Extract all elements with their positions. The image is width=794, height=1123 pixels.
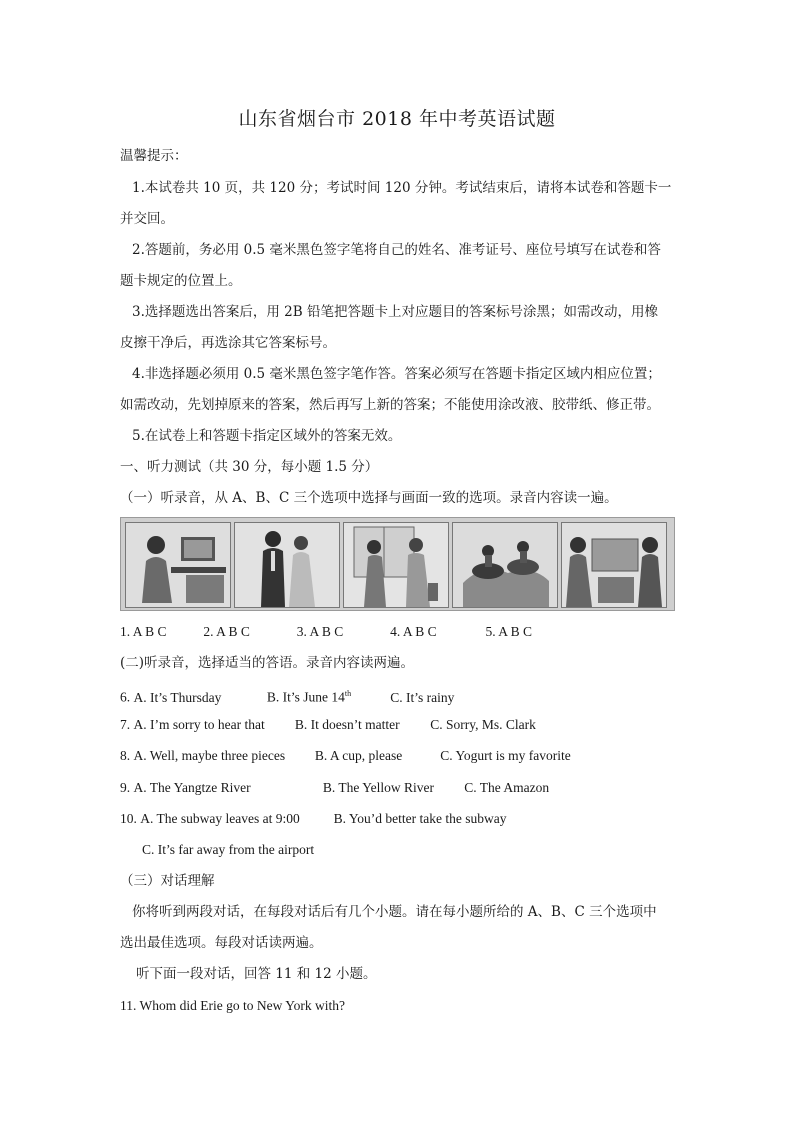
question-11: 11. Whom did Erie go to New York with? xyxy=(120,998,345,1013)
tip-line-9: 5.在试卷上和答题卡指定区域外的答案无效。 xyxy=(132,428,402,444)
tip-line-6: 皮擦干净后，再选涂其它答案标号。 xyxy=(120,335,336,351)
option-c: C. Yogurt is my favorite xyxy=(440,748,571,763)
option-a: A. The subway leaves at 9:00 xyxy=(140,811,300,826)
option-b: B. It doesn’t matter xyxy=(294,717,400,732)
option-b: B. You’d better take the subway xyxy=(333,811,507,826)
page-title: 山东省烟台市 2018 年中考英语试题 xyxy=(238,108,556,130)
option-b: B. It’s June 14th xyxy=(266,689,352,705)
option-a: A. Well, maybe three pieces xyxy=(133,748,286,763)
question-10 xyxy=(120,809,506,829)
part-3-heading: （三）对话理解 xyxy=(120,873,215,889)
question-number: 9. xyxy=(120,780,131,795)
option-b: B. A cup, please xyxy=(314,748,403,763)
picture-woman-at-computer xyxy=(125,522,231,608)
option-a: A. It’s Thursday xyxy=(133,689,222,705)
ordinal-suffix: th xyxy=(344,689,352,698)
question-number: 8. xyxy=(120,748,131,763)
answer-4: 4. A B C xyxy=(390,624,437,639)
option-c: C. It’s rainy xyxy=(390,689,455,705)
option-a: A. I’m sorry to hear that xyxy=(133,717,265,732)
picture-family-portrait xyxy=(561,522,667,608)
tip-line-3: 2.答题前，务必用 0.5 毫米黑色签字笔将自己的姓名、准考证号、座位号填写在试卷和答 xyxy=(132,242,661,258)
answer-3: 3. A B C xyxy=(296,624,344,639)
question-number: 7. xyxy=(120,717,131,732)
option-c: C. The Amazon xyxy=(464,780,550,795)
question-9 xyxy=(120,778,549,798)
part-1-heading: （一）听录音，从 A、B、C 三个选项中选择与画面一致的选项。录音内容读一遍。 xyxy=(120,490,618,506)
answer-5: 5. A B C xyxy=(485,624,533,639)
tip-line-4: 题卡规定的位置上。 xyxy=(120,273,242,289)
answer-row-pictures xyxy=(120,622,576,642)
question-6 xyxy=(120,684,454,708)
answer-1: 1. A B C xyxy=(120,624,167,639)
picture-riders-on-horses xyxy=(452,522,558,608)
question-7 xyxy=(120,715,536,735)
part-3-intro-2: 选出最佳选项。每段对话读两遍。 xyxy=(120,935,323,951)
option-a: A. The Yangtze River xyxy=(133,780,251,795)
tip-line-5: 3.选择题选出答案后，用 2B 铅笔把答题卡上对应题目的答案标号涂黑；如需改动，用橡 xyxy=(132,304,658,320)
question-10-option-c: C. It’s far away from the airport xyxy=(142,842,315,857)
tip-line-1: 1.本试卷共 10 页，共 120 分；考试时间 120 分钟。考试结束后，请将本试卷和答题卡一 xyxy=(132,180,672,196)
option-b: B. The Yellow River xyxy=(322,780,435,795)
part-3-instruction: 听下面一段对话，回答 11 和 12 小题。 xyxy=(136,966,377,982)
part-2-heading: (二)听录音，选择适当的答语。录音内容读两遍。 xyxy=(120,655,415,671)
section-1-heading: 一、听力测试（共 30 分，每小题 1.5 分） xyxy=(120,459,379,475)
listening-pictures xyxy=(120,517,675,611)
option-c: C. Sorry, Ms. Clark xyxy=(430,717,536,732)
question-number: 10. xyxy=(120,811,137,826)
part-3-intro-1: 你将听到两段对话，在每段对话后有几个小题。请在每小题所给的 A、B、C 三个选项中 xyxy=(132,904,657,920)
tip-line-2: 并交回。 xyxy=(120,211,174,227)
picture-people-cleaning-window xyxy=(343,522,449,608)
tip-line-7: 4.非选择题必须用 0.5 毫米黑色签字笔作答。答案必须写在答题卡指定区域内相应位置； xyxy=(132,366,661,382)
tip-line-8: 如需改动，先划掉原来的答案，然后再写上新的答案；不能使用涂改液、胶带纸、修正带。 xyxy=(120,397,660,413)
tips-heading: 温馨提示： xyxy=(120,148,188,164)
question-number: 6. xyxy=(120,689,131,705)
answer-2: 2. A B C xyxy=(203,624,250,639)
question-8 xyxy=(120,746,571,766)
picture-couple-formal xyxy=(234,522,340,608)
